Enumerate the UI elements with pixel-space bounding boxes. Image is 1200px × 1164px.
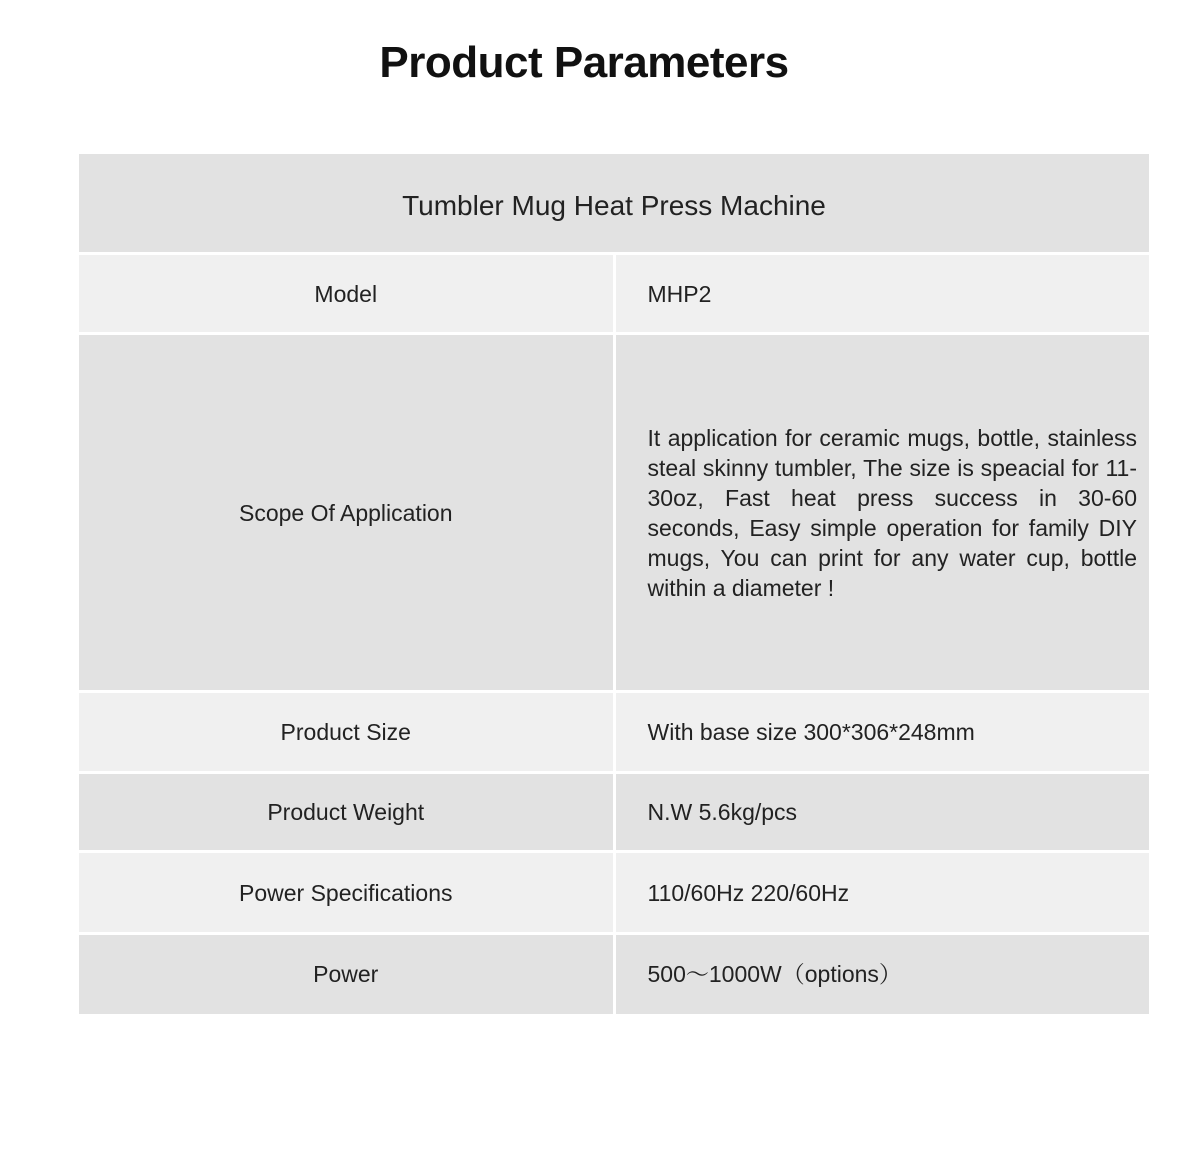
row-value-product-weight: N.W 5.6kg/pcs (614, 773, 1149, 852)
row-label-product-size: Product Size (79, 692, 614, 773)
table-row-power-specifications (79, 852, 1149, 934)
table-row-product-size (79, 692, 1149, 773)
table-row-model (79, 254, 1149, 334)
parameters-table (79, 154, 1149, 1014)
table-row-scope (79, 334, 1149, 692)
table-header-row (79, 154, 1149, 254)
row-label-scope: Scope Of Application (79, 334, 614, 692)
row-value-scope: It application for ceramic mugs, bottle, stainless steal skinny tumbler, The size is speacial for 11-30oz, Fast heat press success in 30-60 seconds, Easy simple operation for family DIY mugs, You can print for any water cup, bottle within a diameter ! (614, 334, 1149, 692)
row-label-power-specifications: Power Specifications (79, 852, 614, 934)
row-label-power: Power (79, 934, 614, 1014)
table-row-power (79, 934, 1149, 1014)
row-label-product-weight: Product Weight (79, 773, 614, 852)
row-value-model: MHP2 (614, 254, 1149, 334)
page-title: Product Parameters (379, 38, 789, 87)
row-value-product-size: With base size 300*306*248mm (614, 692, 1149, 773)
row-label-model: Model (79, 254, 614, 334)
table-row-product-weight (79, 773, 1149, 852)
row-value-power-specifications: 110/60Hz 220/60Hz (614, 852, 1149, 934)
product-name-header: Tumbler Mug Heat Press Machine (79, 154, 1149, 254)
row-value-power: 500～1000W（options） (614, 934, 1149, 1014)
